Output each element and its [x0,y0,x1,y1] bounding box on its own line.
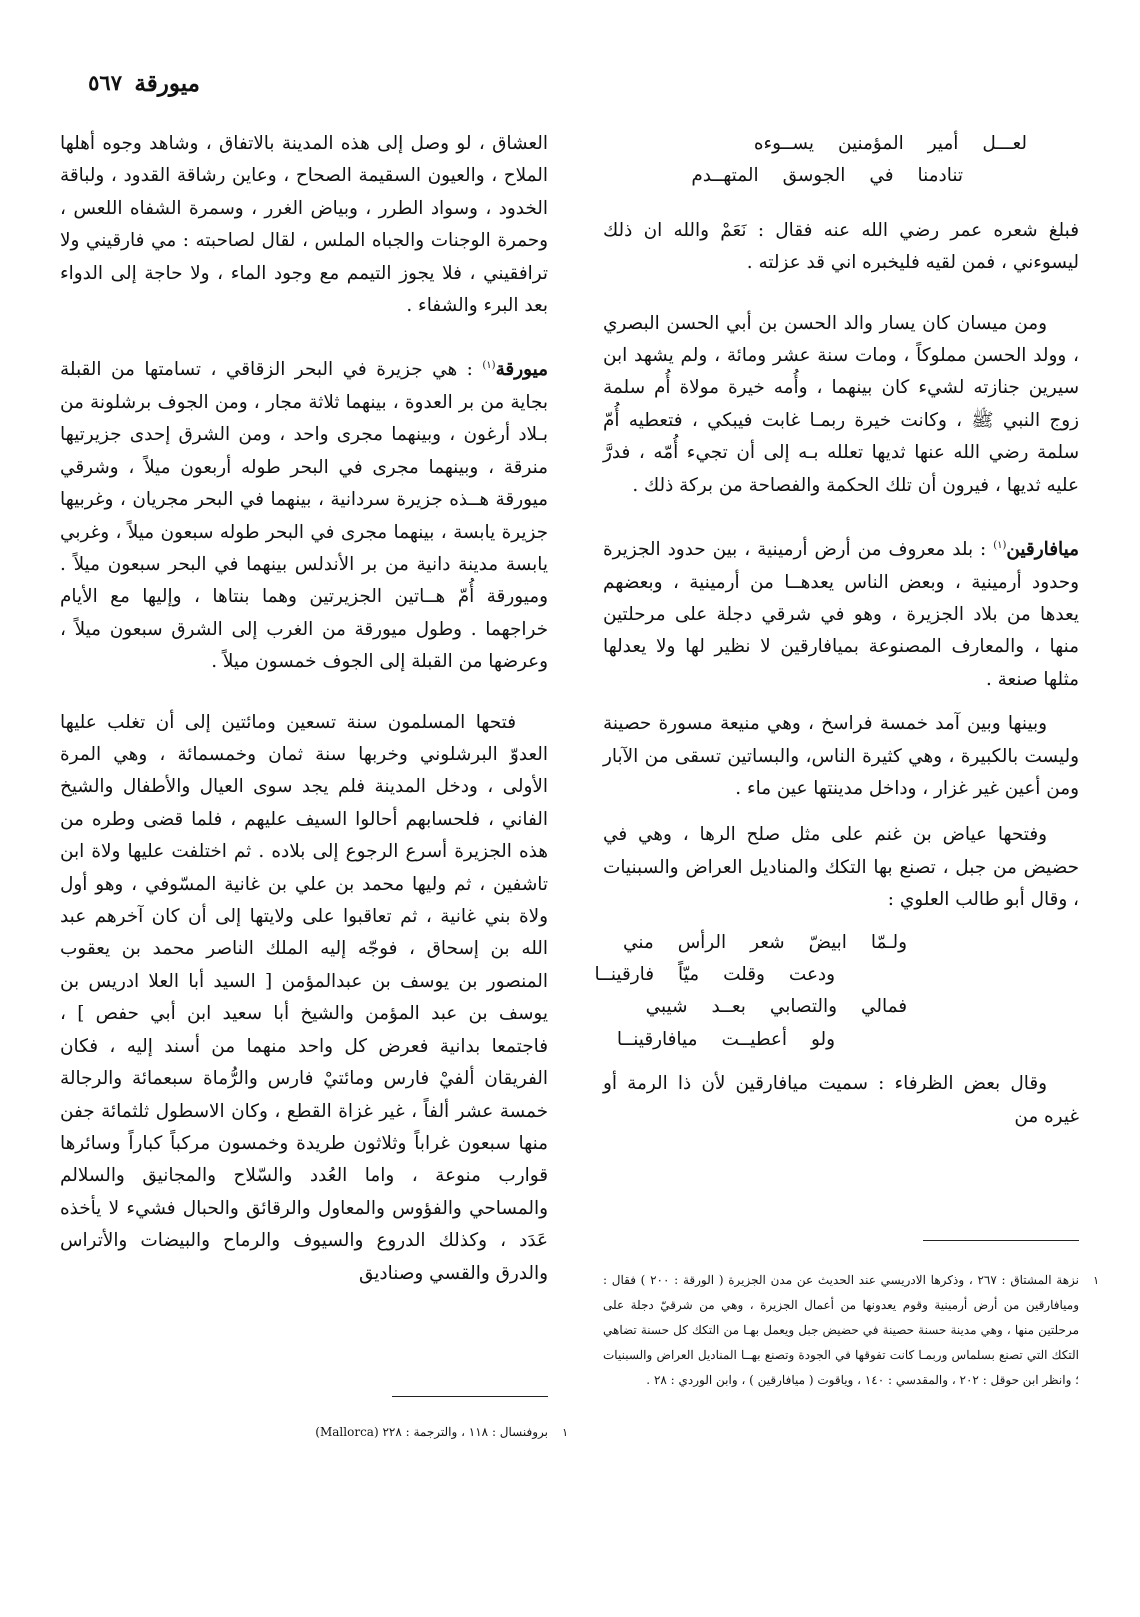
verse-word: أمير [927,133,959,154]
verse-word: الجوسق [782,165,846,187]
entry-text: : هي جزيرة في البحر الزقاقي ، تسامتها من القبلة بجاية من بر العدوة ، بينهما ثلاثة مجار ، ومن الجوف برشلونة من بـلاد أرغون ، وبينهما مجرى واحد ، ومن الشرق إحدى جزيرتيها منرقة ، وبينهما مجرى في البحر طوله أربعون ميلاً ، وشرقي ميورقة هــذه جزيرة سردانية ، بينهما في البحر مجريان ، وغربيها جزيرة يابسة ، بينهما مجرى في البحر طوله سبعون ميلاً ، وغربي يابسة مدينة دانية من بر الأندلس بينهما في البحر سبعون ميلاً . وميورقة أُمّ هــاتين الجزيرتين وهما بنتاها ، وإليها مع الأيام خراجهما . وطول ميورقة من الغرب إلى الشرق سبعون ميلاً ، وعرضها من القبلة إلى الجوف خمسون ميلاً . [60,359,548,673]
footnote-number: ١ [562,1426,568,1439]
entry-paragraph: ميورقة$^{(١)}$ : هي جزيرة في البحر الزقاقي ، تسامتها من القبلة بجاية من بر العدوة ، بينهما ثلاثة مجار ، ومن الجوف برشلونة من بـلاد أرغون ، وبينهما مجرى واحد ، ومن الشرق إحدى جزيرتيها منرقة ، وبينهما مجرى في البحر طوله أربعون ميلاً ، وشرقي ميورقة هــذه جزيرة سردانية ، بينهما في البحر مجريان ، وغربيها جزيرة يابسة ، بينهما مجرى في البحر طوله سبعون ميلاً ، وغربي يابسة مدينة دانية من بر الأندلس بينهما في البحر سبعون ميلاً . وميورقة أُمّ هــاتين الجزيرتين وهما بنتاها ، وإليها مع الأيام خراجهما . وطول ميورقة من الغرب إلى الشرق سبعون ميلاً ، وعرضها من القبلة إلى الجوف خمسون ميلاً . [60,359,548,673]
footnote [60,1420,568,1445]
verse-word: ميّاً [678,964,700,986]
verse-word: ولو [811,1028,835,1050]
paragraph: ومن ميسان كان يسار والد الحسن بن أبي الحسن البصري ، وولد الحسن مملوكاً ، ومات سنة عشر ومائة ، ولم يشهد ابن سيرين جنازته لشيء كان بينهما ، وأُمه خيرة مولاة أُم سلمة زوج النبي ﷺ ، وكانت خيرة ربمـا غابت فيبكي ، فتعطيه أُمّ سلمة رضي الله عنها ثديها تعلله بـه إلى أن تجيء أُمّه ، فدرَّ عليه ثديها ، فيرون أن تلك الحكمة والفصاحة من بركة ذلك . [603,312,1080,496]
verse-word: ابيضّ [808,931,847,953]
verse-word: يســوءه [753,133,814,154]
verse-line [603,160,1079,192]
verse-line [603,991,1079,1023]
verse-line [603,1024,1079,1056]
paragraph: وقال بعض الظرفاء : سميت ميافارقين لأن ذا الرمة أو غيره من [603,1073,1079,1127]
verse-word: فارقينــا [594,964,655,986]
verse-line [603,927,1079,959]
verse-word: فمالي [861,996,907,1018]
verse-word: شيبي [645,996,688,1018]
entry-text: : بلد معروف من أرض أرمينية ، بين حدود الجزيرة وحدود أرمينية ، وبعض الناس يعدهــا من أرمينية ، وبعضهم يعدها من بلاد الجزيرة ، وهو في شرقي دجلة على مرحلتين منها ، والمعارف المصنوعة بميافارقين لا نظير لها ولا يعدلها مثلها صنعة . [603,539,1079,690]
footnote-text: بروفنسال : ١١٨ ، والترجمة : ٢٢٨ (Mallorca) [315,1425,548,1439]
verse-word: في [869,165,894,187]
paragraph: فتحها المسلمون سنة تسعين ومائتين إلى أن تغلب عليها العدوّ البرشلوني وخربها سنة ثمان وخمسمائة ، وهي المرة الأولى ، ودخل المدينة فلم يجد سوى العيال والأطفال والشيخ الفاني ، فلحسابهم أحالوا السيف عليهم ، فلما قضى وطره من هذه الجزيرة أسرع الرجوع إلى بلاده . ثم اختلفت عليها ولاة ابن تاشفين ، ثم وليها محمد بن علي بن غانية المسّوفي ، وهو أول ولاة بني غانية ، ثم تعاقبوا على ولايتها إلى أن كان آخرهم عبد الله بن إسحاق ، فوجّه إليه الملك الناصر محمد بن يعقوب المنصور بن يوسف بن عبدالمؤمن [ السيد أبا العلا ادريس بن يوسف بن عبد المؤمن والشيخ أبا سعيد ابن أبي حفص ] ، فاجتمعا بدانية فعرض كل واحد منهما من أسند إليه ، فكان الفريقان ألفيْ فارس ومائتيْ فارس والرُّماة سبعمائة والرجالة خمسة عشر ألفاً ، غير غزاة القطع ، وكان الاسطول ثلثمائة جفن منها سبعون غراباً وثلاثون طريدة وخمسون مركباً كباراً وسائرها قوارب منوعة ، واما العُدد والسّلاح والمجانيق والسلالم والمساحي والفؤوس والمعاول والرقائق والحبال فشيء لا يأخذه عَدَد ، وكذلك الدروع والسيوف والرماح والبيضات والأتراس والدرق والقسي وصناديق [60,711,548,1284]
entry-paragraph: ميافارقين$^{(١)}$ : بلد معروف من أرض أرمينية ، بين حدود الجزيرة وحدود أرمينية ، وبعض الناس يعدهــا من أرمينية ، وبعضهم يعدها من بلاد الجزيرة ، وهو في شرقي دجلة على مرحلتين منها ، والمعارف المصنوعة بميافارقين لا نظير لها ولا يعدلها مثلها صنعة . [603,539,1079,690]
verse-word: الرأس [677,931,727,953]
paragraph: فبلغ شعره عمر رضي الله عنه فقال : نَعَمْ والله ان ذلك ليسوءني ، فمن لقيه فليخبره اني قد عزلته . [603,219,1079,274]
entry-term: ميافارقين [1006,539,1079,561]
verse-word: مني [622,931,654,953]
footnote [603,1268,1099,1393]
verse-word: بعــد [711,996,746,1018]
verse-word: لعـــل [982,133,1027,154]
page-number: ٥٦٧ [88,70,122,95]
footnote-text: نزهة المشتاق : ٢٦٧ ، وذكرها الادريسي عند الحديث عن مدن الجزيرة ( الورقة : ٢٠٠ ) فقال : وميافارقين من أرض أرمينية وقوم يعدونها من أعمال الجزيرة ، وهي من شرقيّ دجلة على مرحلتين منها ، وهي مدينة حسنة حصينة في حضيض جبل ويعمل بهـا من التكك كل حسنة تضاهي التكك التي تصنع بسلماس وربمـا كانت تفوقها في الجودة وتصنع بهــا المناديل العراض والسبنيات ؛ وانظر ابن حوقل : ٢٠٢ ، والمقدسي : ١٤٠ ، وياقوت ( ميافارقين ) ، وابن الوردي : ٢٨ . [603,1273,1079,1387]
paragraph: وفتحها عياض بن غنم على مثل صلح الرها ، وهي في حضيض من جبل ، تصنع بها التكك والمناديل العراض والسبنيات ، وقال أبو طالب العلوي : [603,824,1079,911]
verse-line [594,959,1079,991]
verse-line [603,128,1079,160]
paragraph: وبينها وبين آمد خمسة فراسخ ، وهي منيعة مسورة حصينة وليست بالكبيرة ، وهي كثيرة الناس، والبساتين تسقى من الآبار ومن أعين غير غزار ، وداخل مدينتها عين ماء . [603,713,1079,800]
verse-word: شعر [750,931,785,953]
footnote-rule [923,1240,1079,1241]
footnote-number: ١ [1093,1274,1099,1287]
verse-word: المتهــدم [691,165,759,187]
verse-word: أعطيــت [721,1028,787,1050]
page-header [60,66,1080,106]
entry-term: ميورقة [495,359,548,381]
verse-word: تنادمنا [917,165,963,187]
paragraph: العشاق ، لو وصل إلى هذه المدينة بالاتفاق ، وشاهد وجوه أهلها الملاح ، والعيون السقيمة الصحاح ، وعاين رشاقة القدود ، ولباقة الخدود ، وسواد الطرر ، وبياض الغرر ، وسمرة الشفاه اللعس ، وحمرة الوجنات والجباه الملس ، لقال لصاحبته : مي فارقيني ولا ترافقيني ، فلا يجوز التيمم مع وجود الماء ، ولا حاجة إلى الدواء بعد البرء والشفاء . [60,133,548,317]
left-column [60,128,548,1290]
verse-word: وقلت [723,964,765,986]
footnote-rule [392,1396,548,1397]
verse-word: والتصابي [769,996,838,1018]
verse-word: ميافارقينــا [616,1028,698,1050]
verse-word: المؤمنين [837,133,904,154]
running-title: ميورقة [134,70,200,97]
verse-word: ودعت [788,964,835,986]
right-column [594,128,1080,1133]
verse-word: ولـمّا [870,931,907,953]
